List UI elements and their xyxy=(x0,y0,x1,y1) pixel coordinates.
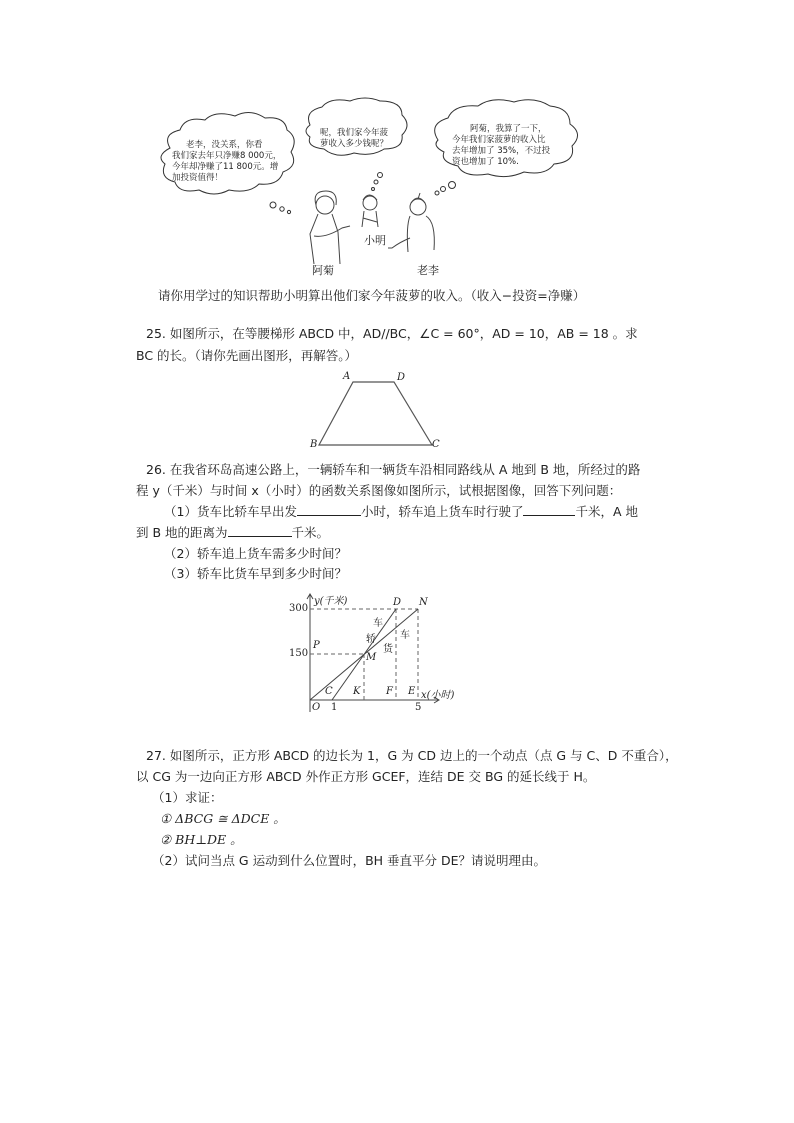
point-f: F xyxy=(386,686,393,697)
q27-part1: （1）求证： xyxy=(152,790,223,805)
name-xiaoming: 小明 xyxy=(364,234,386,247)
bubble-text-line: 呢，我们家今年菠 xyxy=(320,128,389,138)
bubble-right-text xyxy=(452,124,550,168)
bubble-text-line: 资也增加了 10%. xyxy=(452,157,519,167)
label-b: B xyxy=(310,439,318,450)
q25-line2: BC 的长。（请你先画出图形，再解答。） xyxy=(136,348,358,363)
q27-part1-2: ② BH⊥DE 。 xyxy=(160,832,243,847)
cartoon-drawing xyxy=(0,0,794,300)
x-tick-5: 5 xyxy=(415,702,422,713)
point-e: E xyxy=(408,686,416,697)
bubble-text-line: 萝收入多少钱呢？ xyxy=(320,139,389,149)
point-n: N xyxy=(419,597,428,608)
bubble-text-line: 去年增加了 35%，不过投 xyxy=(452,146,551,156)
q27-line2: 以 CG 为一边向正方形 ABCD 外作正方形 GCEF，连结 DE 交 BG 的延长线于 H。 xyxy=(136,769,596,784)
bubble-text-line: 我们家去年只净赚8 000元， xyxy=(172,151,282,161)
bubble-text-line: 阿菊，我算了一下， xyxy=(470,124,547,134)
q26-part1-text: 小时，轿车追上货车时行驶了 xyxy=(360,504,524,519)
point-m: M xyxy=(366,652,377,663)
point-c: C xyxy=(325,686,333,697)
q26-part1-text: 千米，A 地 xyxy=(575,504,639,519)
q26-part1 xyxy=(164,504,638,520)
q26-line2: 程 y（千米）与时间 x（小时）的函数关系图像如图所示，试根据图像，回答下列问题： xyxy=(136,483,622,498)
q26-part2: （2）轿车追上货车需多少时间？ xyxy=(164,546,347,561)
point-o: O xyxy=(312,702,321,713)
figure-laoli xyxy=(388,193,434,252)
cartoon-caption: 请你用学过的知识帮助小明算出他们家今年菠萝的收入。（收入−投资=净赚） xyxy=(158,288,586,303)
trapezoid-abcd xyxy=(319,382,432,445)
q26-line1: 26. 在我省环岛高速公路上，一辆轿车和一辆货车沿相同路线从 A 地到 B 地，所经过的路 xyxy=(146,462,641,477)
figure-xiaoming xyxy=(362,195,378,227)
point-d: D xyxy=(393,597,402,608)
label-d: D xyxy=(397,372,406,383)
answer-blank-distance[interactable] xyxy=(228,525,292,537)
name-ajv: 阿菊 xyxy=(312,264,334,277)
truck-label-1: 货 xyxy=(383,644,393,655)
q26-part1-text: 千米。 xyxy=(291,525,330,540)
bubble-text-line: 老李，没关系，你看 xyxy=(186,140,263,150)
label-a: A xyxy=(343,371,351,382)
y-tick-150: 150 xyxy=(289,648,309,659)
bubble-left-text xyxy=(172,140,281,184)
q27-line1: 27. 如图所示，正方形 ABCD 的边长为 1，G 为 CD 边上的一个动点（点 G 与 C、D 不重合）， xyxy=(146,748,678,763)
q26-part1-text: （1）货车比轿车早出发 xyxy=(164,504,297,519)
q26-part1-text: 到 B 地的距离为 xyxy=(136,525,228,540)
q25-line1: 25. 如图所示，在等腰梯形 ABCD 中，AD//BC，∠C = 60°，AD = 10，AB = 18 。求 xyxy=(146,326,638,341)
y-axis-label: y(千米) xyxy=(314,596,348,607)
point-p: P xyxy=(313,640,320,651)
name-laoli: 老李 xyxy=(417,264,439,277)
point-k: K xyxy=(353,686,361,697)
q27-part1-1: ① ΔBCG ≅ ΔDCE 。 xyxy=(160,811,286,826)
figure-ajv xyxy=(310,191,350,264)
answer-blank-hours[interactable] xyxy=(297,504,361,516)
bubble-text-line: 加投资值得！ xyxy=(172,173,224,183)
q27-part2: （2）试问当点 G 运动到什么位置时，BH 垂直平分 DE？请说明理由。 xyxy=(152,853,547,868)
x-tick-1: 1 xyxy=(331,702,338,713)
bubble-middle-text xyxy=(320,128,388,150)
car-label-2: 车 xyxy=(373,618,383,629)
q26-part1-cont xyxy=(136,525,329,541)
truck-label-2: 车 xyxy=(400,630,410,641)
car-label-1: 轿 xyxy=(366,634,376,645)
q26-part3: （3）轿车比货车早到多少时间？ xyxy=(164,566,347,581)
y-tick-300: 300 xyxy=(289,603,309,614)
bubble-text-line: 今年我们家菠萝的收入比 xyxy=(452,135,546,145)
answer-blank-km[interactable] xyxy=(523,504,575,516)
bubble-text-line: 今年却净赚了11 800元。增 xyxy=(172,162,279,172)
label-c: C xyxy=(432,439,440,450)
x-axis-label: x(小时) xyxy=(421,690,455,701)
